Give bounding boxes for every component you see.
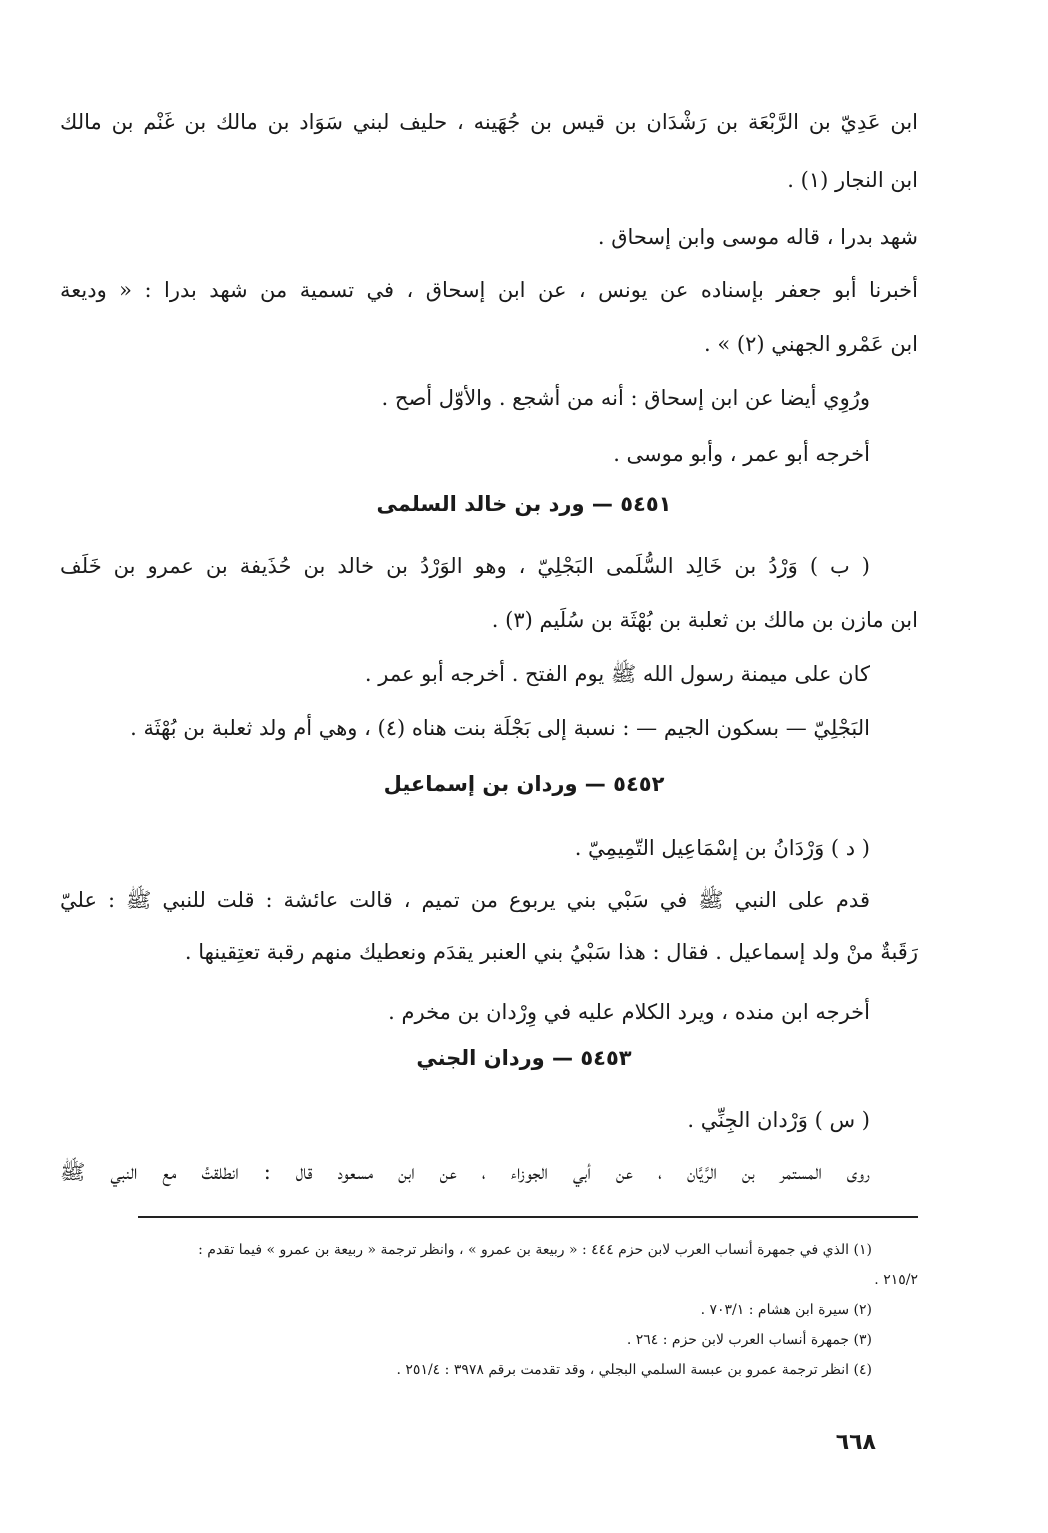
text-line: قدم على النبي ﷺ في سَبْي بني يربوع من تميم ، قالت عائشة : قلت للنبي ﷺ : عليّ — [60, 888, 870, 912]
text-line: أخبرنا أبو جعفر بإسناده عن يونس ، عن ابن إسحاق ، في تسمية من شهد بدرا : « وديعة — [60, 278, 918, 302]
text-line: أخرجه ابن منده ، ويرد الكلام عليه في وِرْدان بن مخرم . — [388, 1000, 870, 1024]
text-line: ابن عَمْرو الجهني (٢) » . — [704, 332, 918, 356]
text-line: ( د ) وَرْدَانُ بن إسْمَاعِيل التّمِيمِيّ . — [574, 836, 870, 860]
text-line: ابن عَدِيّ بن الرَّبْعَة بن رَشْدَان بن قيس بن جُهَينه ، حليف لبني سَوَاد بن مالك بن غَنْم بن مالك — [60, 110, 918, 134]
text-line: البَجْلِيّ — بسكون الجيم — : نسبة إلى بَجْلَة بنت هناه (٤) ، وهي أم ولد ثعلبة بن بُهْثَة . — [130, 716, 870, 740]
entry-heading: ٥٤٥١ — ورد بن خالد السلمى — [376, 492, 672, 516]
text-line: شهد بدرا ، قاله موسى وابن إسحاق . — [597, 225, 918, 249]
text-line: ( س ) وَرْدان الجِنِّي . — [687, 1108, 870, 1132]
text-line: رَقَبةٌ منْ ولد إسماعيل . فقال : هذا سَبْيُ بني العنبر يقدَم ونعطيك منهم رقبة تعتِقينها . — [184, 940, 918, 964]
text-line: ورُوِي أيضا عن ابن إسحاق : أنه من أشجع . والأوّل أصح . — [381, 386, 870, 410]
text-line: ابن مازن بن مالك بن ثعلبة بن بُهْثَة بن سُلَيم (٣) . — [491, 608, 918, 632]
text-line: أخرجه أبو عمر ، وأبو موسى . — [613, 442, 870, 466]
footnote-separator — [138, 1216, 918, 1218]
page-number: ٦٦٨ — [835, 1430, 876, 1455]
footnote: (٢) سيرة ابن هشام : ٧٠٣/١ . — [700, 1302, 872, 1318]
text-line: كان على ميمنة رسول الله ﷺ يوم الفتح . أخرجه أبو عمر . — [364, 662, 870, 686]
text-line: ابن النجار (١) . — [787, 168, 918, 192]
text-line: ( ب ) وَرْدُ بن خَالِد السُّلَمى البَجْلِيّ ، وهو الوَرْدُ بن خالد بن حُذَيفة بن عمرو بن خَلَف — [60, 554, 870, 578]
footnote: (١) الذي في جمهرة أنساب العرب لابن حزم ٤٤٤ : « ربيعة بن عمرو » ، وانظر ترجمة « ربيعة بن عمرو » فيما تقدم : — [198, 1242, 872, 1258]
entry-heading: ٥٤٥٢ — وردان بن إسماعيل — [383, 772, 665, 796]
entry-heading: ٥٤٥٣ — وردان الجني — [416, 1046, 632, 1070]
footnote: (٤) انظر ترجمة عمرو بن عبسة السلمي البجلي ، وقد تقدمت برقم ٣٩٧٨ : ٢٥١/٤ . — [396, 1362, 872, 1378]
footnote: (٣) جمهرة أنساب العرب لابن حزم : ٢٦٤ . — [626, 1332, 872, 1348]
footnote: ٢١٥/٢ . — [874, 1272, 918, 1288]
text-line: روى المستمر بن الرَّيَّان ، عن أبي الجوزاء ، عن ابن مسعود قال : انطلقتُ مع النبي ﷺ — [60, 1160, 870, 1184]
